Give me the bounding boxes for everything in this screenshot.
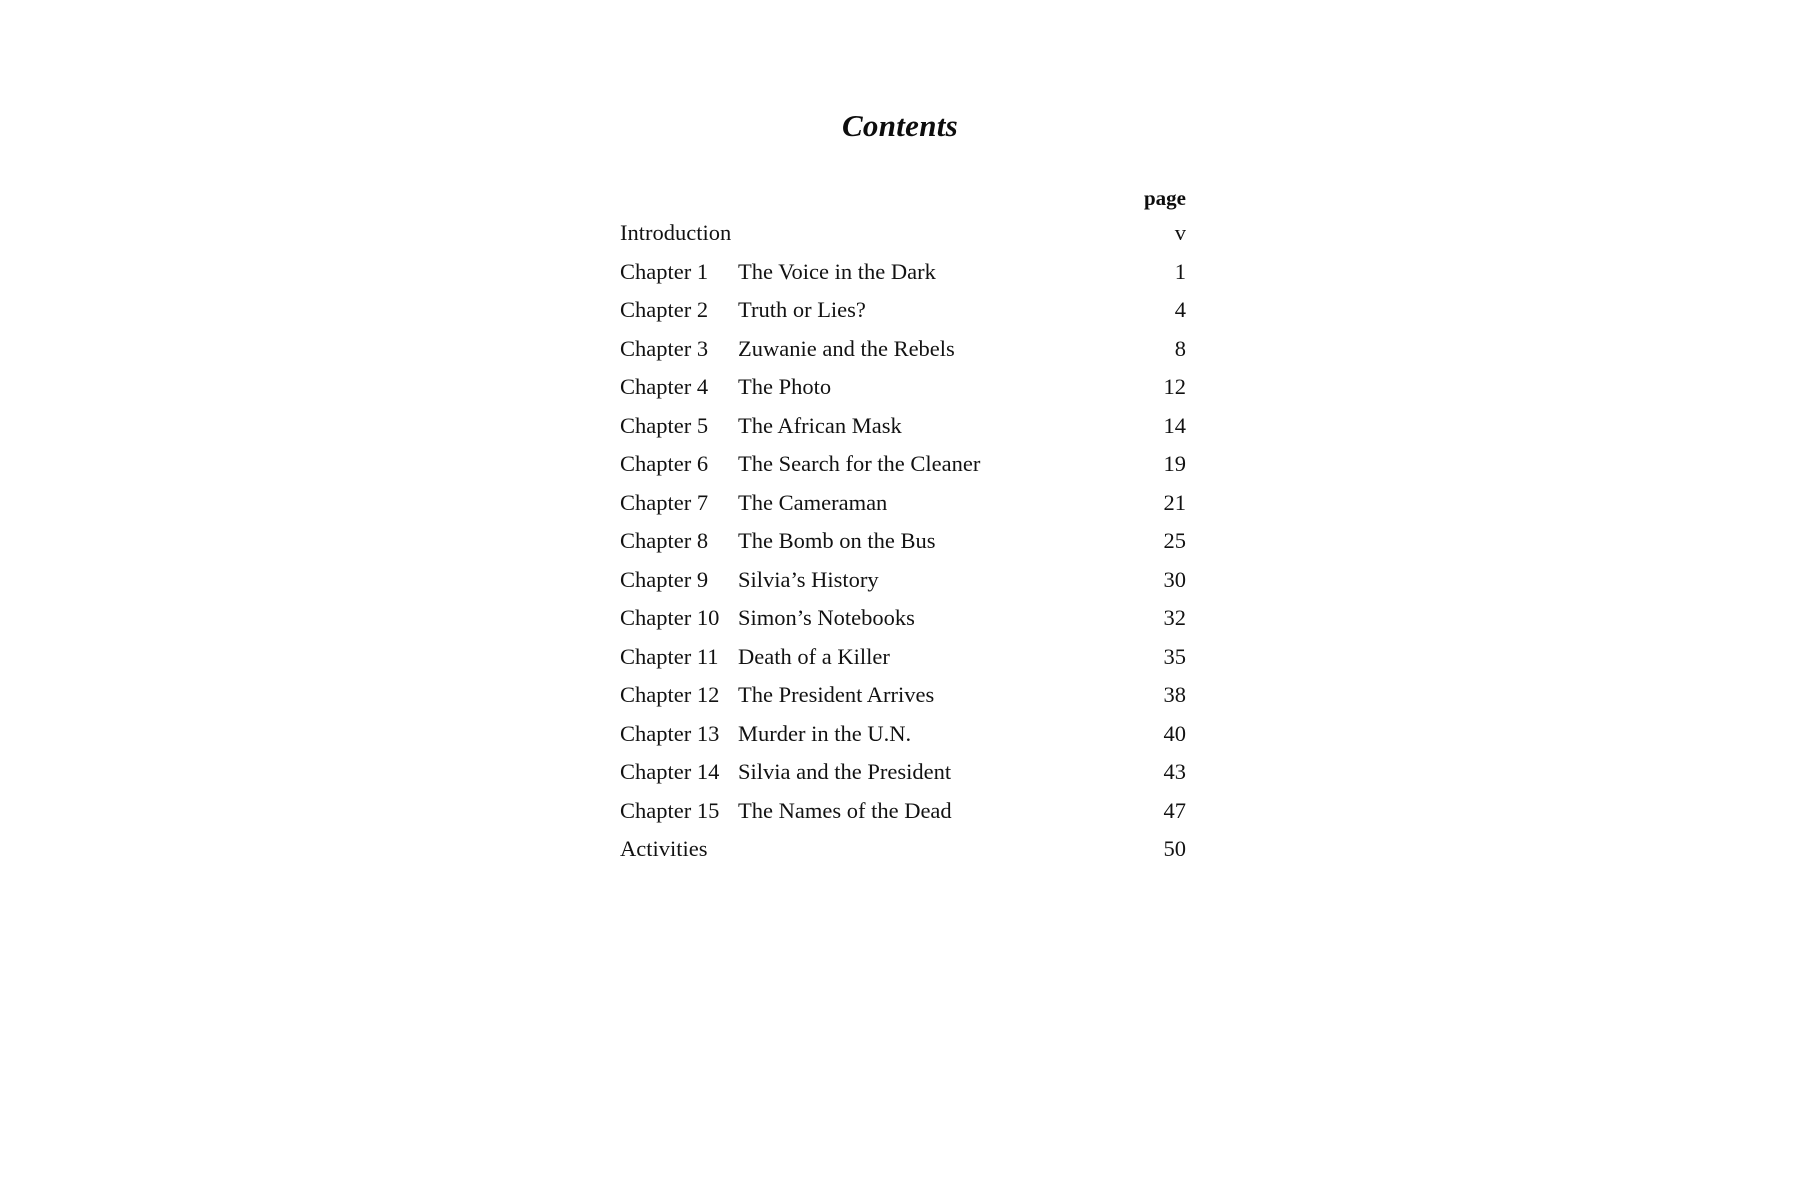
toc-entry-label: Chapter 13 bbox=[620, 720, 720, 746]
toc-entry-label: Chapter 15 bbox=[620, 797, 720, 823]
page-column-header: page bbox=[1144, 186, 1186, 210]
toc-entry-chapter-8[interactable] bbox=[620, 528, 1190, 567]
toc-entry-page: 30 bbox=[1163, 566, 1186, 592]
toc-entry-introduction[interactable] bbox=[620, 220, 1190, 259]
toc-entry-label: Chapter 6 bbox=[620, 451, 709, 476]
toc-entry-label: Chapter 12 bbox=[620, 682, 720, 707]
toc-entry-title: Truth or Lies? bbox=[738, 297, 866, 322]
toc-entry-label: Chapter 7 bbox=[620, 489, 709, 515]
page-title: Contents bbox=[841, 108, 959, 143]
toc-entry-title: The Bomb on the Bus bbox=[738, 528, 936, 553]
toc-entry-title: The President Arrives bbox=[738, 682, 935, 707]
toc-entry-activities[interactable] bbox=[620, 836, 1190, 875]
toc-entry-chapter-12[interactable] bbox=[620, 682, 1190, 721]
toc-entry-chapter-5[interactable] bbox=[620, 413, 1190, 452]
table-of-contents bbox=[620, 186, 1190, 875]
toc-entry-title: Murder in the U.N. bbox=[738, 720, 912, 746]
toc-entry-page: 14 bbox=[1163, 412, 1186, 438]
toc-entry-page: 38 bbox=[1163, 682, 1186, 707]
toc-entry-page: 32 bbox=[1163, 605, 1186, 630]
toc-entry-page: 19 bbox=[1163, 451, 1186, 476]
toc-entry-chapter-15[interactable] bbox=[620, 798, 1190, 837]
toc-entry-title: The Voice in the Dark bbox=[738, 258, 936, 284]
toc-entry-label: Chapter 4 bbox=[620, 374, 709, 399]
toc-entry-label: Chapter 8 bbox=[620, 528, 709, 553]
toc-entry-page: 25 bbox=[1163, 528, 1186, 553]
toc-entry-chapter-2[interactable] bbox=[620, 297, 1190, 336]
toc-entry-chapter-6[interactable] bbox=[620, 451, 1190, 490]
toc-entry-label: Chapter 1 bbox=[620, 258, 709, 284]
toc-entry-label: Chapter 14 bbox=[620, 759, 720, 784]
toc-entry-page: 47 bbox=[1163, 797, 1186, 823]
toc-entry-page: v bbox=[1174, 220, 1186, 245]
toc-entry-label: Chapter 11 bbox=[620, 643, 719, 669]
toc-entry-page: 21 bbox=[1163, 489, 1186, 515]
toc-entry-label: Chapter 10 bbox=[620, 605, 720, 630]
toc-entry-label: Activities bbox=[620, 836, 708, 861]
toc-entry-page: 35 bbox=[1163, 643, 1186, 669]
toc-entry-page: 43 bbox=[1163, 759, 1186, 784]
toc-entry-label: Chapter 3 bbox=[620, 335, 709, 361]
toc-entry-label: Introduction bbox=[620, 220, 732, 245]
toc-entry-page: 12 bbox=[1163, 374, 1186, 399]
toc-entry-chapter-4[interactable] bbox=[620, 374, 1190, 413]
toc-entry-chapter-10[interactable] bbox=[620, 605, 1190, 644]
toc-entry-title: The African Mask bbox=[738, 412, 902, 438]
toc-entry-label: Chapter 5 bbox=[620, 412, 709, 438]
toc-entry-page: 8 bbox=[1174, 335, 1186, 361]
toc-entry-page: 4 bbox=[1174, 297, 1186, 322]
toc-entry-page: 40 bbox=[1163, 720, 1186, 746]
toc-entry-title: The Cameraman bbox=[738, 489, 888, 515]
toc-entry-title: Silvia and the President bbox=[738, 759, 952, 784]
toc-entry-title: The Search for the Cleaner bbox=[738, 451, 981, 476]
toc-entry-chapter-9[interactable] bbox=[620, 567, 1190, 606]
toc-entry-page: 50 bbox=[1163, 836, 1186, 861]
toc-entry-title: Zuwanie and the Rebels bbox=[738, 335, 955, 361]
toc-entry-title: Simon’s Notebooks bbox=[738, 605, 915, 630]
toc-entry-title: Death of a Killer bbox=[738, 643, 890, 669]
toc-entry-chapter-1[interactable] bbox=[620, 259, 1190, 298]
toc-entry-chapter-11[interactable] bbox=[620, 644, 1190, 683]
toc-entry-page: 1 bbox=[1174, 258, 1186, 284]
toc-entry-label: Chapter 2 bbox=[620, 297, 709, 322]
toc-entry-chapter-7[interactable] bbox=[620, 490, 1190, 529]
toc-entry-chapter-13[interactable] bbox=[620, 721, 1190, 760]
toc-entry-title: The Names of the Dead bbox=[738, 797, 952, 823]
toc-entry-title: Silvia’s History bbox=[738, 566, 879, 592]
toc-entry-chapter-3[interactable] bbox=[620, 336, 1190, 375]
toc-entry-title: The Photo bbox=[738, 374, 832, 399]
toc-entry-chapter-14[interactable] bbox=[620, 759, 1190, 798]
toc-entry-label: Chapter 9 bbox=[620, 566, 709, 592]
